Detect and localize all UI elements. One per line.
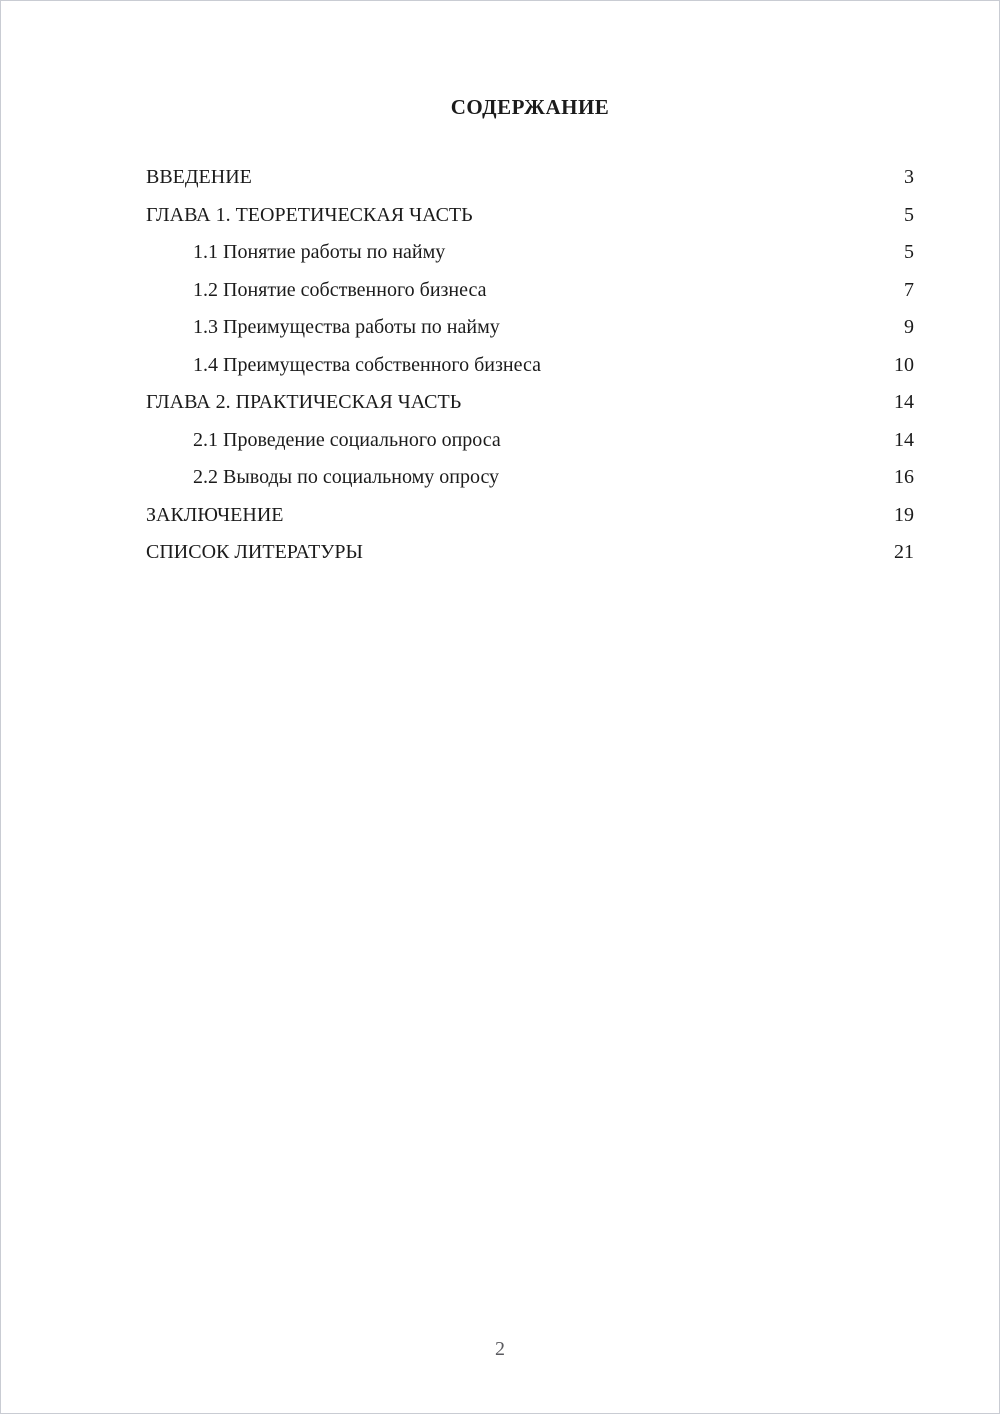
toc-entry-label: 1.2 Понятие собственного бизнеса	[193, 278, 487, 301]
toc-entry	[146, 384, 914, 422]
toc-entry	[146, 234, 914, 272]
toc-entry-label: ГЛАВА 2. ПРАКТИЧЕСКАЯ ЧАСТЬ	[146, 391, 462, 413]
toc-entry-page: 9	[904, 316, 914, 338]
toc-entry-label: 1.4 Преимущества собственного бизнеса	[193, 353, 541, 376]
toc-entry-page: 7	[904, 278, 914, 301]
toc-entry-page: 19	[894, 503, 914, 526]
toc-entry-label: СПИСОК ЛИТЕРАТУРЫ	[146, 541, 363, 563]
toc-entry-label: 1.3 Преимущества работы по найму	[193, 316, 500, 338]
toc-entry-page: 14	[894, 428, 914, 451]
toc-entry-label: ГЛАВА 1. ТЕОРЕТИЧЕСКАЯ ЧАСТЬ	[146, 203, 473, 226]
toc-entry	[146, 309, 914, 347]
toc-entry-page: 10	[894, 353, 914, 376]
toc-entry	[146, 197, 914, 235]
page-number: 2	[495, 1338, 505, 1360]
toc-entry	[146, 497, 914, 535]
toc-entry-label: ЗАКЛЮЧЕНИЕ	[146, 503, 284, 526]
toc-entry-page: 21	[894, 541, 914, 563]
page-title: СОДЕРЖАНИЕ	[450, 95, 610, 119]
toc-entry	[146, 159, 914, 197]
table-of-contents	[146, 159, 914, 572]
toc-entry	[146, 534, 914, 572]
toc-entry	[146, 459, 914, 497]
toc-entry-page: 3	[904, 166, 914, 188]
toc-entry-page: 5	[904, 241, 914, 263]
toc-entry	[146, 272, 914, 310]
toc-entry	[146, 347, 914, 385]
toc-entry-page: 16	[894, 466, 914, 488]
toc-entry-page: 5	[904, 203, 914, 226]
toc-entry-label: 1.1 Понятие работы по найму	[193, 241, 446, 263]
toc-entry-label: 2.2 Выводы по социальному опросу	[193, 466, 500, 488]
toc-entry	[146, 422, 914, 460]
toc-entry-label: 2.1 Проведение социального опроса	[193, 428, 501, 451]
toc-entry-page: 14	[894, 391, 914, 413]
toc-entry-label: ВВЕДЕНИЕ	[146, 166, 252, 188]
